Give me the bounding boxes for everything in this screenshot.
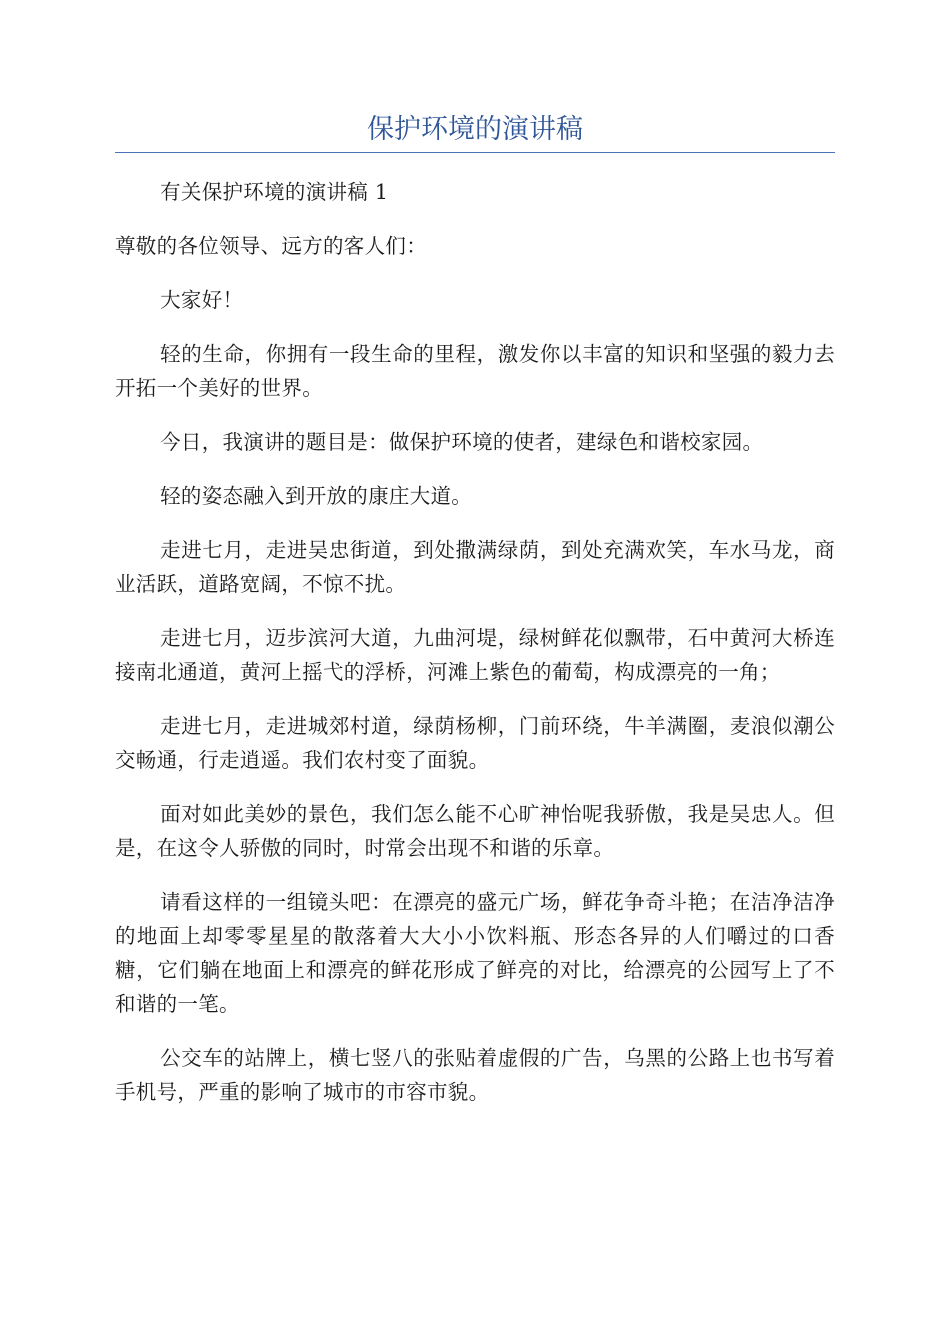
- document-page: [115, 110, 835, 1129]
- paragraph-7: 走进七月，走进吴忠街道，到处撒满绿荫，到处充满欢笑，车水马龙，商业活跃，道路宽阔，不惊不扰。: [115, 538, 835, 596]
- paragraph-2: 尊敬的各位领导、远方的客人们：: [115, 234, 427, 258]
- paragraph-5: 今日，我演讲的题目是：做保护环境的使者，建绿色和谐校家园。: [160, 430, 764, 454]
- paragraph-3: 大家好！: [160, 288, 244, 312]
- paragraph-10: 面对如此美妙的景色，我们怎么能不心旷神怡呢我骄傲，我是吴忠人。但是，在这令人骄傲的同时，时常会出现不和谐的乐章。: [115, 802, 835, 860]
- paragraph-6: 轻的姿态融入到开放的康庄大道。: [160, 484, 473, 508]
- paragraph-9: 走进七月，走进城郊村道，绿荫杨柳，门前环绕，牛羊满圈，麦浪似潮公交畅通，行走逍遥。我们农村变了面貌。: [115, 714, 835, 772]
- paragraph-4: 轻的生命，你拥有一段生命的里程，激发你以丰富的知识和坚强的毅力去开拓一个美好的世界。: [115, 342, 835, 400]
- paragraph-12: 公交车的站牌上，横七竖八的张贴着虚假的广告，乌黑的公路上也书写着手机号，严重的影响了城市的市容市貌。: [115, 1046, 835, 1104]
- paragraph-11: 请看这样的一组镜头吧：在漂亮的盛元广场，鲜花争奇斗艳；在洁净洁净的地面上却零零星星的散落着大大小小饮料瓶、形态各异的人们嚼过的口香糖，它们躺在地面上和漂亮的鲜花形成了鲜亮的对比，给漂亮的公园写上了不和谐的一笔。: [115, 890, 835, 1016]
- paragraph-8: 走进七月，迈步滨河大道，九曲河堤，绿树鲜花似飘带，石中黄河大桥连接南北通道，黄河上摇弋的浮桥，河滩上紫色的葡萄，构成漂亮的一角；: [115, 626, 835, 684]
- document-title: 保护环境的演讲稿: [367, 114, 583, 145]
- paragraph-1: 有关保护环境的演讲稿 1: [160, 180, 389, 204]
- title-underline: [115, 152, 835, 153]
